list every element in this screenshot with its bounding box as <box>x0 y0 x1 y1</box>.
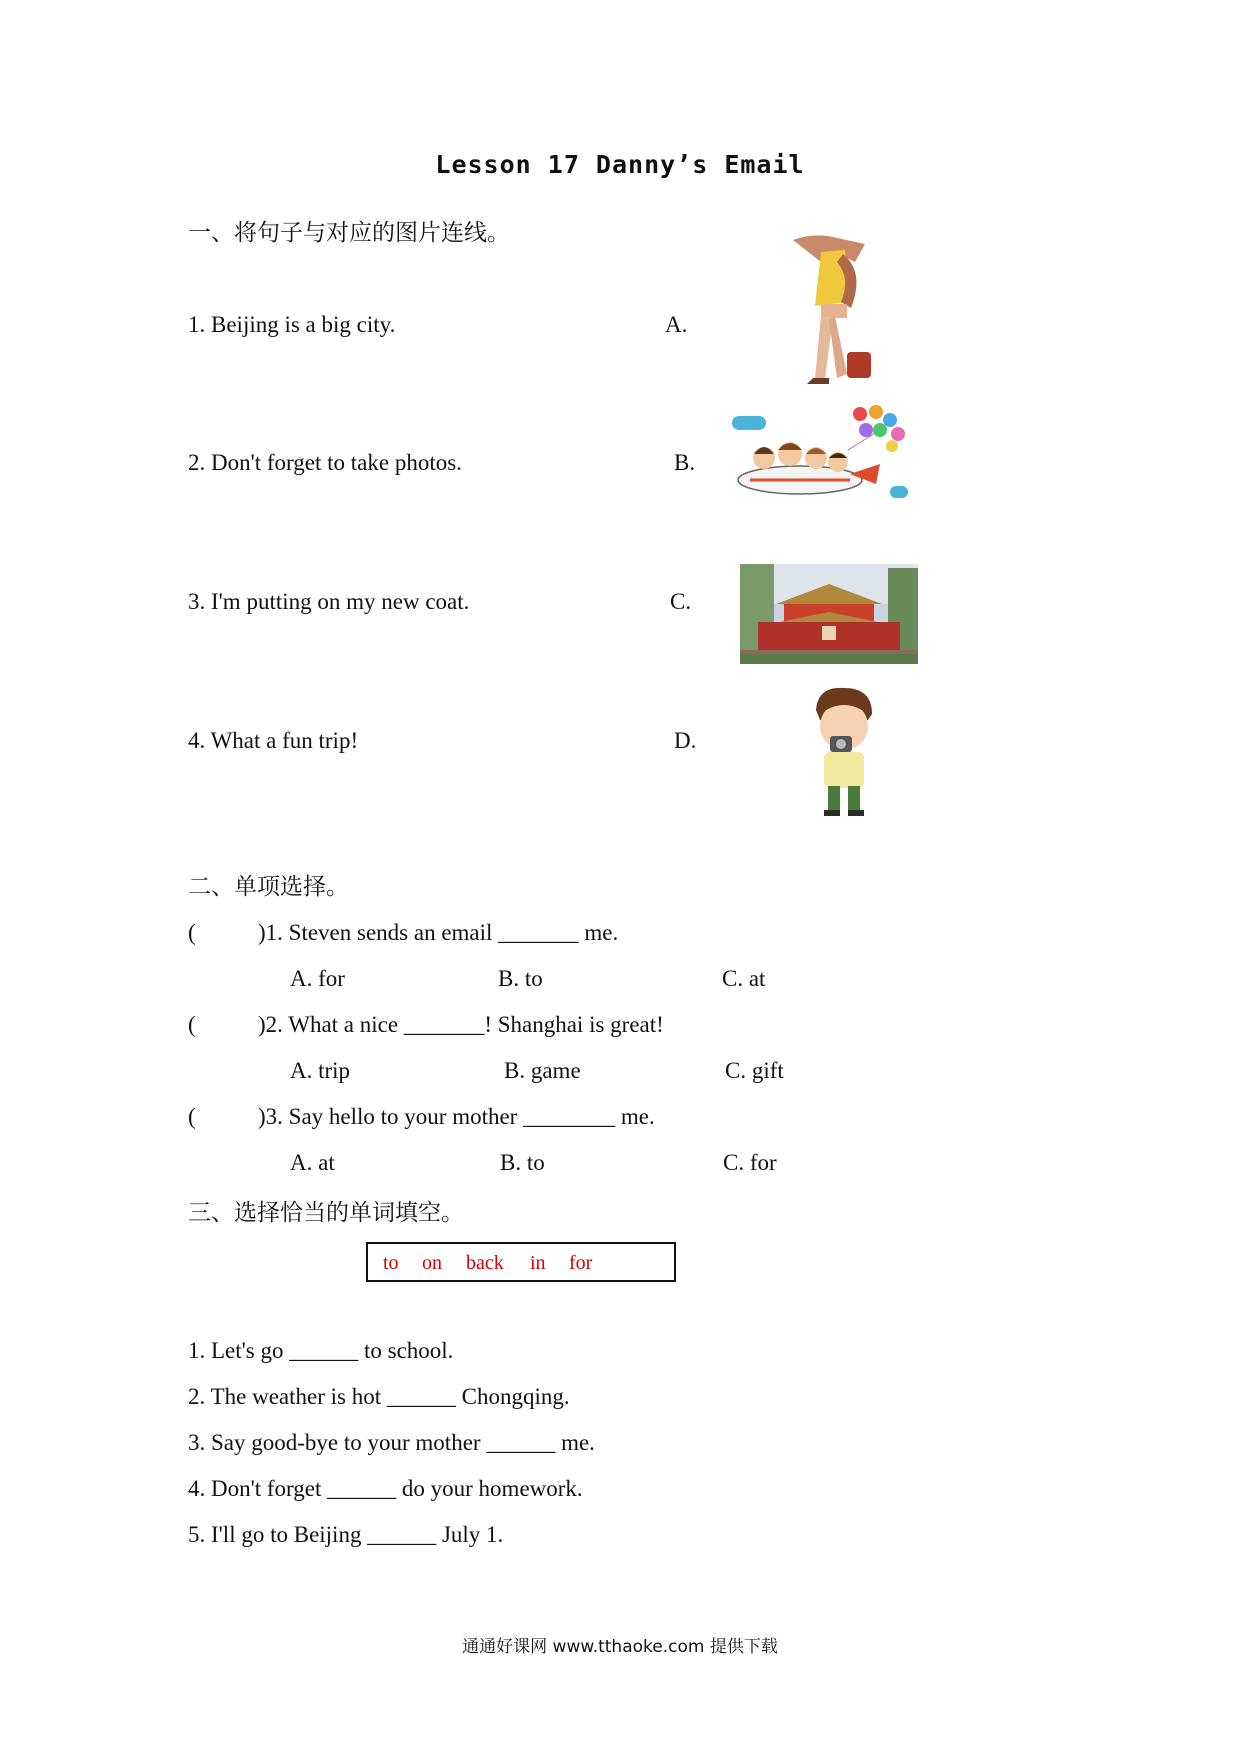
question-2-option-a[interactable]: A. trip <box>290 1058 351 1083</box>
match-letter-b: B. <box>674 450 696 475</box>
word-bank-in: in <box>530 1252 546 1274</box>
page-footer: 通通好课网 www.tthaoke.com 提供下载 <box>462 1637 778 1657</box>
page-title: Lesson 17 Danny’s Email <box>435 150 805 179</box>
match-letter-a: A. <box>665 312 688 337</box>
question-3-option-c[interactable]: C. for <box>723 1150 777 1175</box>
question-1-option-b[interactable]: B. to <box>498 966 543 991</box>
family-airplane-image <box>730 400 912 506</box>
answer-paren-3[interactable]: ( <box>188 1104 196 1129</box>
boy-camera-image <box>808 686 880 818</box>
section3-heading: 三、选择恰当的单词填空。 <box>188 1200 464 1226</box>
match-sentence-4: 4. What a fun trip! <box>188 728 359 753</box>
question-3-option-b[interactable]: B. to <box>500 1150 545 1175</box>
word-bank-back: back <box>466 1252 504 1274</box>
match-letter-d: D. <box>674 728 697 753</box>
match-letter-c: C. <box>670 589 692 614</box>
word-bank-for: for <box>569 1252 593 1274</box>
match-sentence-2: 2. Don't forget to take photos. <box>188 450 462 475</box>
question-2-option-b[interactable]: B. game <box>504 1058 581 1083</box>
match-sentence-3: 3. I'm putting on my new coat. <box>188 589 470 614</box>
question-2-option-c[interactable]: C. gift <box>725 1058 784 1083</box>
word-bank-on: on <box>422 1252 442 1274</box>
section2-heading: 二、单项选择。 <box>188 874 349 900</box>
question-3-option-a[interactable]: A. at <box>290 1150 335 1175</box>
answer-paren-1[interactable]: ( <box>188 920 196 945</box>
answer-paren-2[interactable]: ( <box>188 1012 196 1037</box>
question-1-option-c[interactable]: C. at <box>722 966 766 991</box>
coat-person-image <box>755 232 875 388</box>
fill-item-4: 4. Don't forget ______ do your homework. <box>188 1476 583 1501</box>
section1-heading: 一、将句子与对应的图片连线。 <box>188 220 510 246</box>
word-bank-box <box>366 1242 676 1282</box>
question-1-stem: )1. Steven sends an email _______ me. <box>258 920 619 945</box>
word-bank-to: to <box>383 1252 399 1274</box>
question-3-stem: )3. Say hello to your mother ________ me. <box>258 1104 655 1129</box>
fill-item-1: 1. Let's go ______ to school. <box>188 1338 454 1363</box>
match-sentence-1: 1. Beijing is a big city. <box>188 312 396 337</box>
fill-item-3: 3. Say good-bye to your mother ______ me. <box>188 1430 595 1455</box>
question-1-option-a[interactable]: A. for <box>290 966 345 991</box>
fill-item-2: 2. The weather is hot ______ Chongqing. <box>188 1384 570 1409</box>
tiananmen-image <box>740 564 918 664</box>
fill-item-5: 5. I'll go to Beijing ______ July 1. <box>188 1522 504 1547</box>
question-2-stem: )2. What a nice _______! Shanghai is great! <box>258 1012 664 1037</box>
